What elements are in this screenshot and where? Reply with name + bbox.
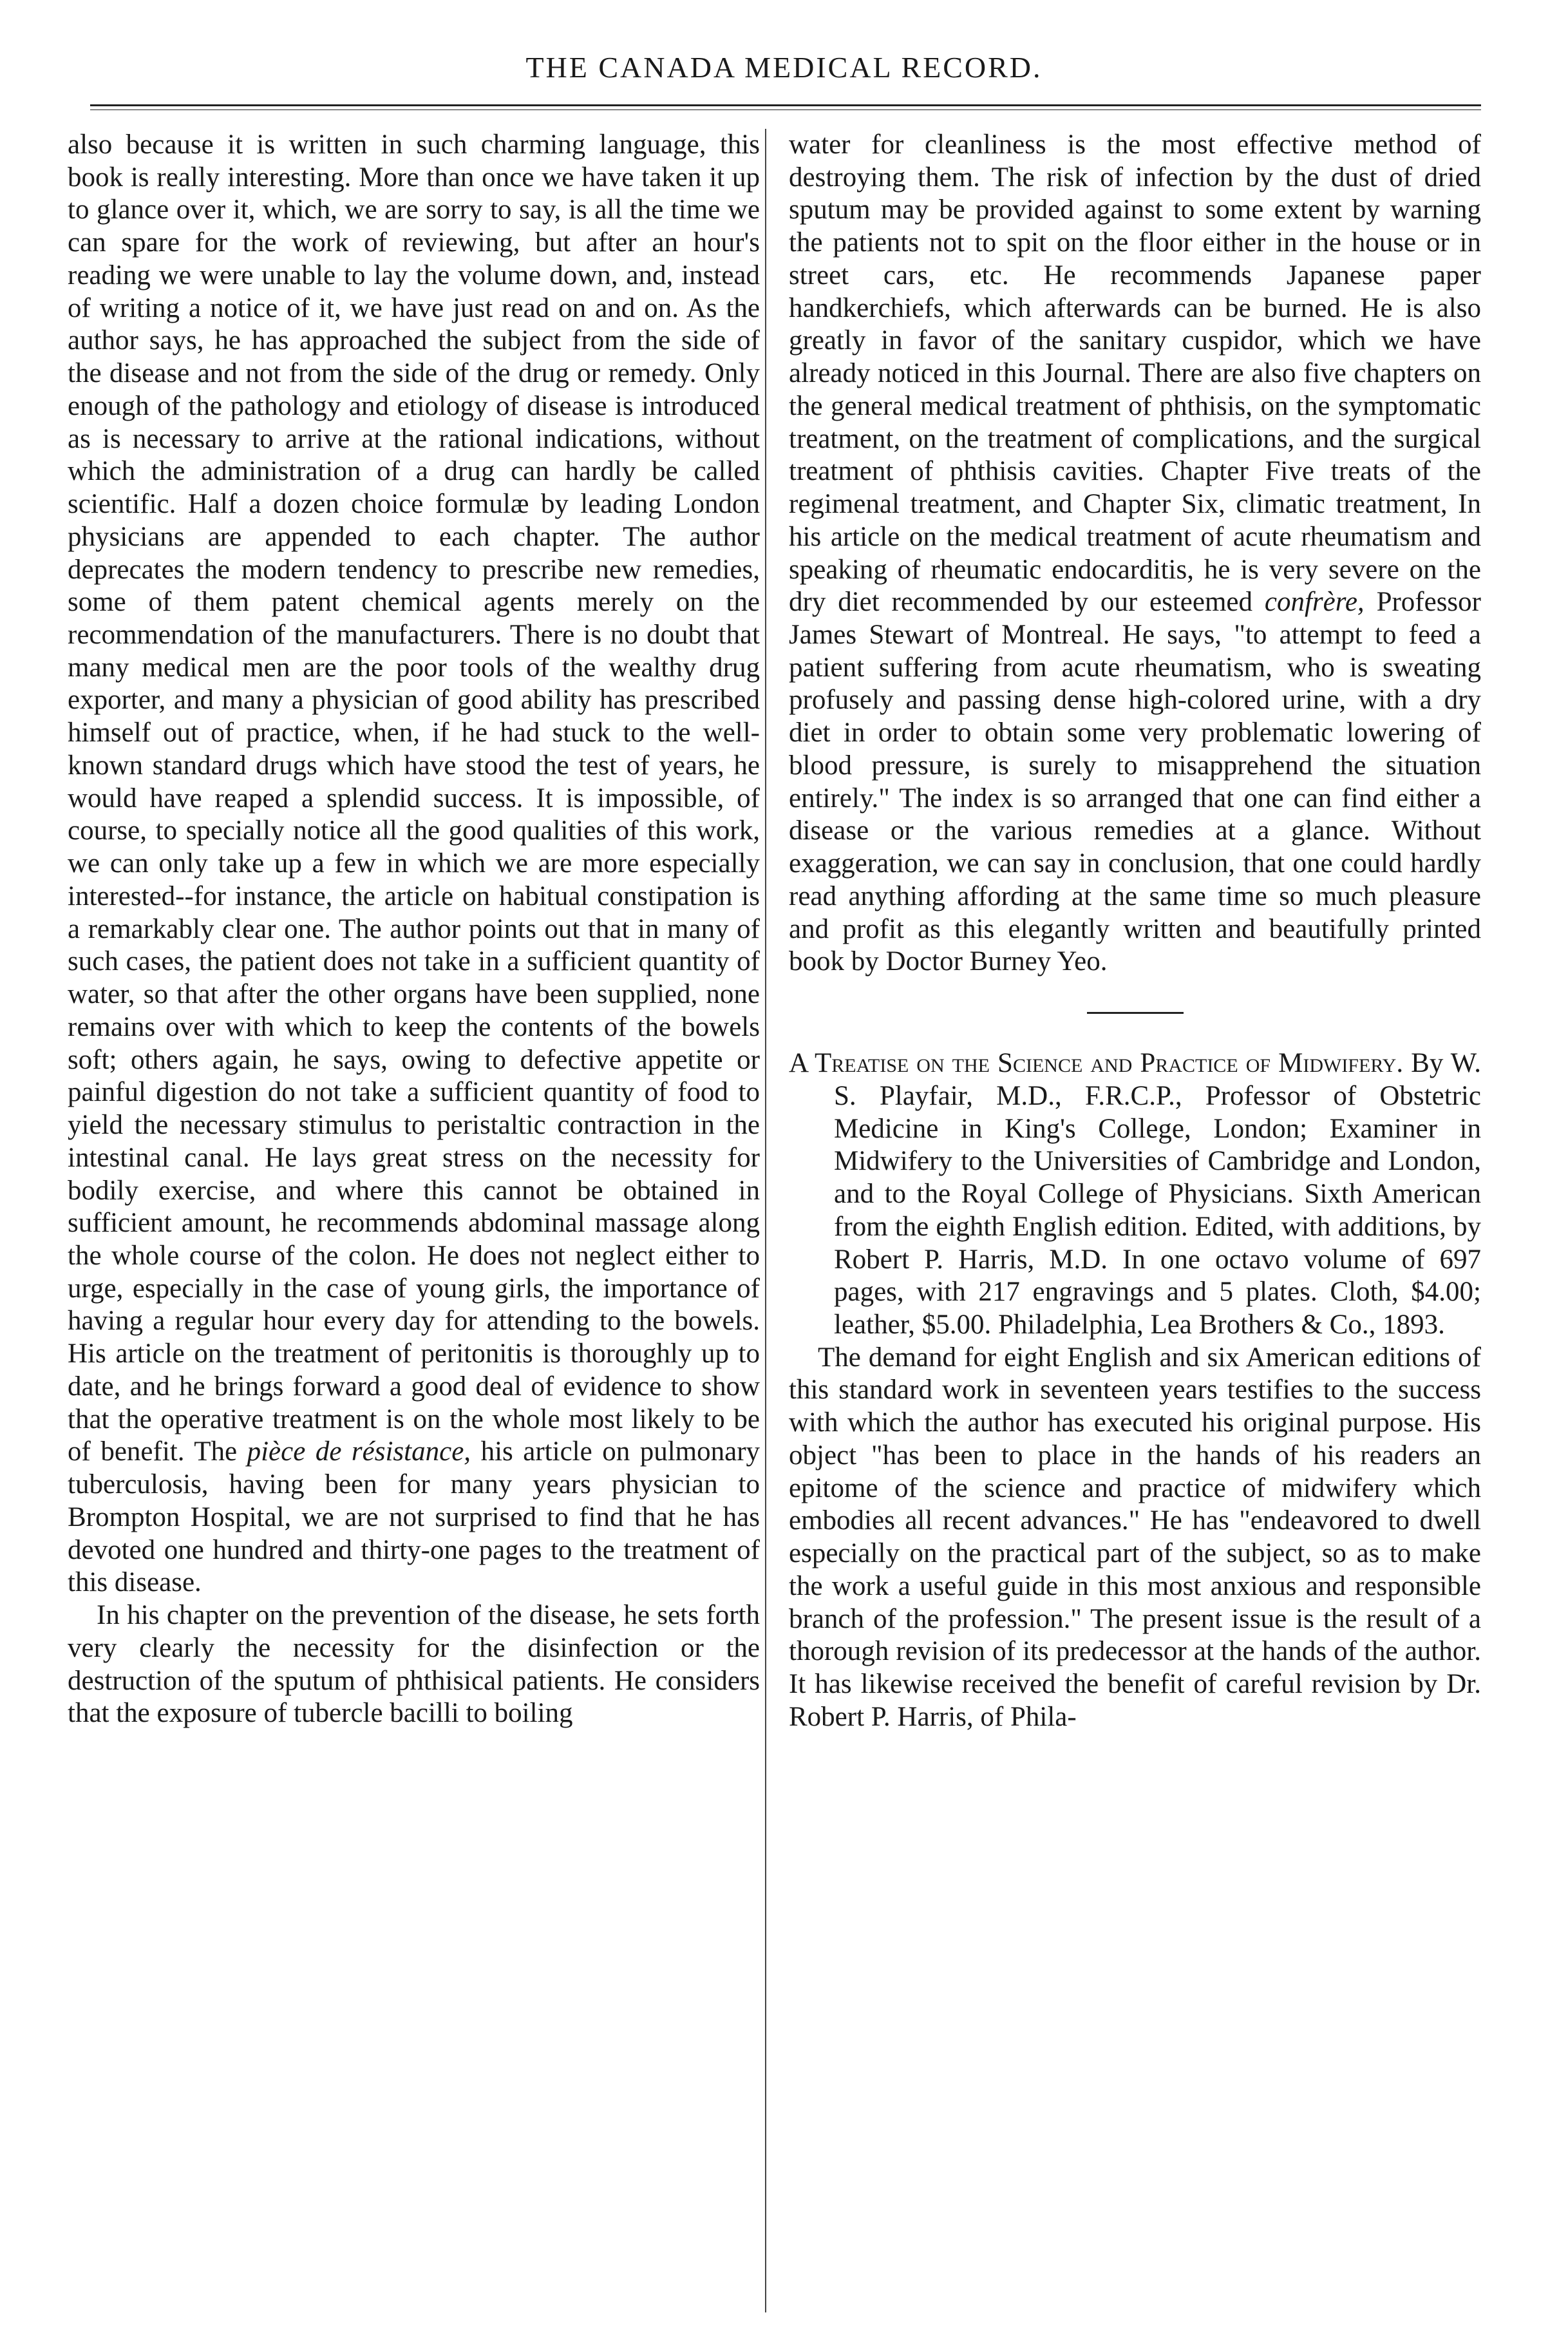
- left-column: [68, 129, 760, 1730]
- column-separator: [765, 129, 766, 2312]
- right-paragraph-1-text: water for cleanliness is the most effective method of destroying them. The risk of infection by the dust of dried sputum may be provided against to some extent by warning the patients not to spit on the floor either in the house or in street cars, etc. He recommends Japanese paper handkerchiefs, which afterwards can be burned. He is also greatly in favor of the sanitary cuspidor, which we have already noticed in this Journal. There are also five chapters on the general medical treatment of phthisis, on the symptomatic treatment, on the treatment of complications, and the surgical treatment of phthisis cavities. Chapter Five treats of the regimenal treatment, and Chapter Six, climatic treatment, In his article on the medical treatment of acute rheumatism and speaking of rheumatic endocarditis, he is very severe on the dry diet recommended by our esteemed: [789, 129, 1481, 618]
- review-heading: [789, 1047, 1481, 1342]
- left-paragraph-1-italic: pièce de résistance,: [247, 1436, 471, 1467]
- review-book-title: A Treatise on the Science and Practice of Midwifery.: [789, 1048, 1404, 1079]
- right-paragraph-1-end: Professor James Stewart of Montreal. He says, "to attempt to feed a patient suffering from acute rheumatism, who is sweating profusely and passing dense high-colored urine, with a dry diet in order to obtain some very problematic lowering of blood pressure, is surely to misapprehend the situation entirely." The index is so arranged that one can find either a disease or the various remedies at a glance. Without exaggeration, we can say in conclusion, that one could hardly read anything affording at the same time so much pleasure and profit as this elegantly written and beautifully printed book by Doctor Burney Yeo.: [789, 587, 1481, 977]
- right-paragraph-1: [789, 129, 1481, 978]
- section-divider: [1087, 1012, 1184, 1014]
- review-book-details: By W. S. Playfair, M.D., F.R.C.P., Professor of Obstetric Medicine in King's College, London; Examiner in Midwifery to the Universities of Cambridge and London, and to the Royal College of Physicians. Sixth American from the eighth English edition. Edited, with additions, by Robert P. Harris, M.D. In one octavo volume of 697 pages, with 217 engravings and 5 plates. Cloth, $4.00; leather, $5.00. Philadelphia, Lea Brothers & Co., 1893.: [834, 1048, 1482, 1340]
- header-rule: [90, 104, 1481, 110]
- left-paragraph-1-end: his article on pulmonary tuberculosis, having been for many years physician to Brompton Hospital, we are not surprised to find that he has devoted one hundred and thirty-one pages to the treatment of this disease.: [68, 1436, 760, 1598]
- left-paragraph-1: [68, 129, 760, 1599]
- right-paragraph-1-italic: confrère,: [1264, 587, 1365, 618]
- left-paragraph-2: In his chapter on the prevention of the disease, he sets forth very clearly the necessity for the disinfection or the destruction of the sputum of phthisical patients. He considers that the exposure of tubercle bacilli to boiling: [68, 1600, 760, 1729]
- right-column: [789, 129, 1481, 1734]
- left-paragraph-1-text: also because it is written in such charming language, this book is really interesting. More than once we have taken it up to glance over it, which, we are sorry to say, is all the time we can spare for the work of reviewing, but after an hour's reading we were unable to lay the volume down, and, instead of writing a notice of it, we have just read on and on. As the author says, he has approached the subject from the side of the disease and not from the side of the drug or remedy. Only enough of the pathology and etiology of disease is introduced as is necessary to arrive at the rational indications, without which the administration of a drug can hardly be called scientific. Half a dozen choice formulæ by leading London physicians are appended to each chapter. The author deprecates the modern tendency to prescribe new remedies, some of them patent chemical agents merely on the recommendation of the manufacturers. There is no doubt that many medical men are the poor tools of the wealthy drug exporter, and many a physician of good ability has prescribed himself out of practice, when, if he had stuck to the well-known standard drugs which have stood the test of years, he would have reaped a splendid success. It is impossible, of course, to specially notice all the good qualities of this work, we can only take up a few in which we are more especially interested--for instance, the article on habitual constipation is a remarkably clear one. The author points out that in many of such cases, the patient does not take in a sufficient quantity of water, so that after the other organs have been supplied, none remains over with which to keep the contents of the bowels soft; others again, he says, owing to defective appetite or painful digestion do not take a sufficient quantity of food to yield the necessary stimulus to peristaltic contraction in the intestinal canal. He lays great stress on the necessity for bodily exercise, and where this cannot be obtained in sufficient amount, he recommends abdominal massage along the whole course of the colon. He does not neglect either to urge, especially in the case of young girls, the importance of having a regular hour every day for attending to the bowels. His article on the treatment of peritonitis is thoroughly up to date, and he brings forward a good deal of evidence to show that the operative treatment is on the whole most likely to be of benefit. The: [68, 129, 760, 1467]
- right-paragraph-2: The demand for eight English and six American editions of this standard work in seventeen years testifies to the success with which the author has executed his original purpose. His object "has been to place in the hands of his readers an epitome of the science and practice of midwifery which embodies all recent advances." He has "endeavored to dwell especially on the practical part of the subject, so as to make the work a useful guide in this most anxious and responsible branch of the profession." The present issue is the result of a thorough revision of its predecessor at the hands of the author. It has likewise received the benefit of careful revision by Dr. Robert P. Harris, of Phila-: [789, 1342, 1481, 1732]
- running-head: THE CANADA MEDICAL RECORD.: [525, 51, 1043, 84]
